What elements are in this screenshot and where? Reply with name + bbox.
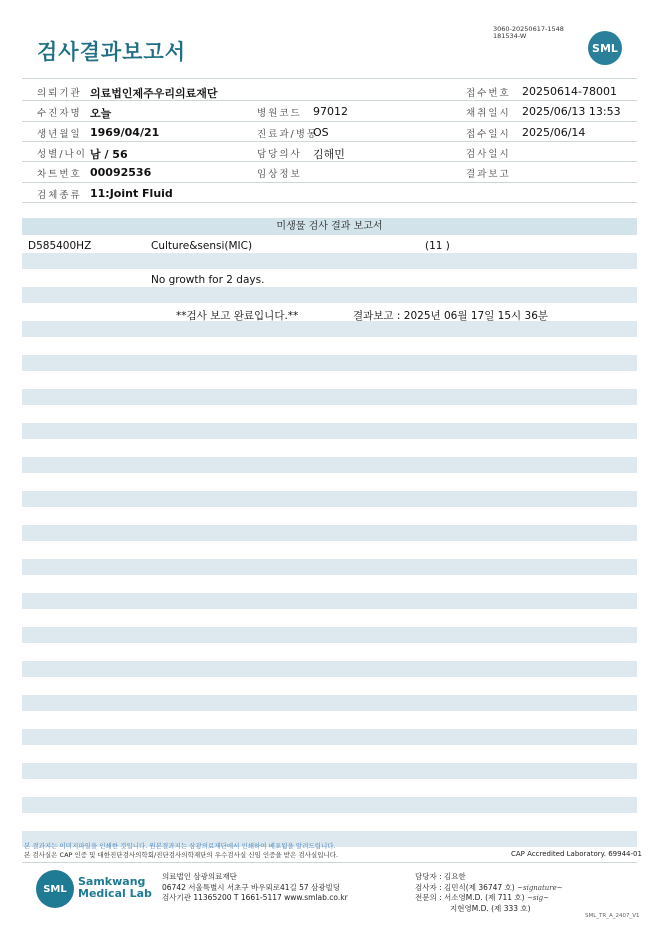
report-banner: 미생물 검사 결과 보고서 — [22, 218, 637, 235]
info-v1-4: 00092536 — [90, 166, 152, 180]
result-stripe — [22, 763, 637, 779]
result-stripe — [22, 661, 637, 677]
info-v3-2: 2025/06/14 — [522, 125, 586, 139]
staff-line-2-text: 검사자 : 김민식(제 36747 호) — [415, 882, 515, 892]
result-stripe — [22, 729, 637, 745]
sml-logo: SML — [588, 31, 622, 65]
report-codes — [493, 26, 564, 40]
info-row-divider — [22, 202, 637, 203]
info-l2-4: 임상정보 — [257, 169, 302, 181]
result-stripe — [22, 253, 637, 269]
result-stripe — [22, 797, 637, 813]
test-code: D585400HZ — [28, 240, 92, 252]
info-v2-1: 97012 — [313, 105, 348, 119]
result-stripe — [22, 389, 637, 405]
info-l3-4: 결과보고 — [466, 169, 511, 181]
info-row-divider — [22, 141, 637, 142]
form-version: SML_TR_A_2407_V1 — [585, 913, 640, 919]
page-title: 검사결과보고서 — [37, 40, 187, 64]
info-l2-3: 담당의사 — [257, 148, 302, 160]
signature-1: ~signature~ — [517, 883, 563, 892]
info-v3-0: 20250614-78001 — [522, 85, 617, 98]
info-l1-5: 검체종류 — [37, 189, 82, 201]
footer-note-2: 본 검사실은 CAP 인증 및 대한진단검사의학회/진단검사의학재단의 우수검사실 신임 인증을 받은 검사실입니다. — [24, 851, 339, 859]
cap-accreditation: CAP Accredited Laboratory. 69944-01 — [511, 850, 642, 858]
footer-note-1: 본 결과지는 이미지파일을 인쇄한 것입니다. 원본결과지는 삼광의료재단에서 인쇄하여 배포됨을 알려드립니다. — [24, 842, 336, 850]
info-v3-1: 2025/06/13 13:53 — [522, 105, 621, 119]
info-v1-5: 11:Joint Fluid — [90, 186, 173, 200]
brand-name — [78, 876, 152, 900]
info-l1-4: 차트번호 — [37, 169, 82, 181]
info-v1-0: 의료법인제주우리의료재단 — [90, 87, 218, 100]
info-l1-1: 수진자명 — [37, 108, 82, 120]
brand-line-2: Medical Lab — [78, 887, 152, 900]
info-v1-1: 오늘 — [90, 107, 112, 121]
info-v1-3: 남 / 56 — [90, 147, 128, 161]
info-l3-3: 검사일시 — [466, 148, 511, 160]
report-code-1: 3060-20250617-1548 — [493, 25, 564, 33]
address-line-3: 검사기관 11365200 T 1661-5117 www.smlab.co.kr — [162, 893, 348, 902]
result-stripe — [22, 355, 637, 371]
staff-line-3 — [415, 893, 563, 904]
footer-divider — [22, 862, 637, 863]
result-stripe — [22, 525, 637, 541]
divider — [22, 78, 637, 79]
info-l1-2: 생년월일 — [37, 128, 82, 140]
brand-line-1: Samkwang — [78, 875, 146, 888]
info-l3-2: 접수일시 — [466, 128, 511, 140]
result-text: No growth for 2 days. — [151, 274, 265, 286]
report-code-2: 181534-W — [493, 32, 527, 40]
report-time: 결과보고 : 2025년 06월 17일 15시 36분 — [353, 310, 549, 322]
info-l2-2: 진료과/병동 — [257, 128, 319, 140]
signature-2: ~sig~ — [526, 894, 550, 902]
info-v2-2: OS — [313, 125, 329, 139]
info-row-divider — [22, 121, 637, 122]
result-stripe — [22, 457, 637, 473]
result-stripe — [22, 321, 637, 337]
result-stripe — [22, 491, 637, 507]
info-v2-3: 김해민 — [313, 147, 345, 161]
specimen-number: (11 ) — [425, 240, 450, 252]
info-row-divider — [22, 182, 637, 183]
result-stripe — [22, 423, 637, 439]
address-line-2: 06742 서울특별시 서초구 바우뫼로41길 57 삼광빌딩 — [162, 882, 341, 892]
lab-address — [162, 872, 348, 904]
sml-brand-mark: SML — [36, 870, 74, 908]
info-l2-1: 병원코드 — [257, 108, 302, 120]
address-line-1: 의료법인 삼광의료재단 — [162, 872, 237, 881]
staff-line-3-text: 전문의 : 서소영M.D. (제 711 호) — [415, 893, 525, 902]
staff-block — [415, 872, 563, 914]
info-l3-0: 접수번호 — [466, 88, 511, 99]
info-v1-2: 1969/04/21 — [90, 125, 160, 139]
test-name: Culture&sensi(MIC) — [151, 240, 253, 252]
info-l3-1: 채취일시 — [466, 108, 511, 120]
info-l1-3: 성별/나이 — [37, 148, 87, 160]
result-stripe — [22, 695, 637, 711]
staff-line-2 — [415, 883, 563, 894]
result-stripe — [22, 559, 637, 575]
result-stripe — [22, 593, 637, 609]
complete-message: **검사 보고 완료입니다.** — [176, 310, 299, 322]
staff-line-4: 지현영M.D. (제 333 호) — [450, 903, 531, 913]
staff-line-1: 담당자 : 김요한 — [415, 872, 466, 881]
result-stripe — [22, 287, 637, 303]
info-l1-0: 의뢰기관 — [37, 88, 82, 99]
result-stripe — [22, 627, 637, 643]
